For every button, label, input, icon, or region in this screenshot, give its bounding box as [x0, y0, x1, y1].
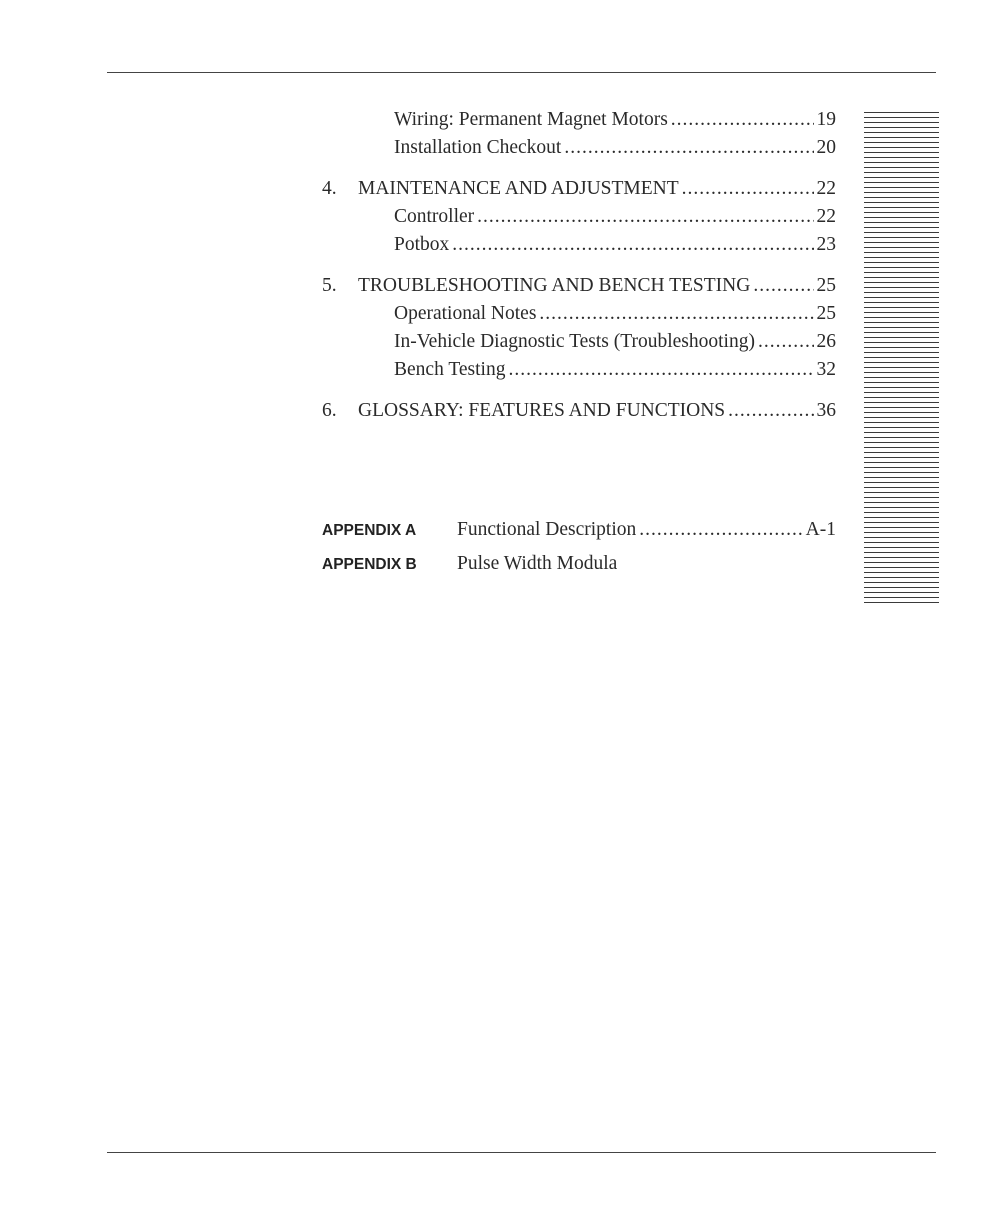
- toc-entry-wiring-pm-motors[interactable]: [322, 106, 836, 134]
- appendix-title: Functional Description: [457, 519, 637, 540]
- toc-entry-title: TROUBLESHOOTING AND BENCH TESTING: [358, 275, 751, 296]
- toc-entry-page: 19: [816, 109, 836, 130]
- toc-entry-title: MAINTENANCE AND ADJUSTMENT: [358, 178, 679, 199]
- chapter-number: 6.: [322, 400, 337, 421]
- dot-leader: [639, 519, 802, 541]
- toc-entry-title: Potbox: [394, 234, 450, 255]
- dot-leader: [539, 300, 813, 328]
- toc-entry-page: 23: [816, 234, 836, 255]
- toc-entry-title: Operational Notes: [394, 303, 537, 324]
- toc-entry-page: 26: [816, 331, 836, 352]
- dot-leader: [508, 356, 813, 384]
- toc-entry-title: In-Vehicle Diagnostic Tests (Troubleshooting): [394, 331, 755, 352]
- toc-entry-in-vehicle-diagnostic-tests[interactable]: [322, 328, 836, 356]
- toc-chapter-4[interactable]: [322, 175, 836, 203]
- toc-entry-title: Controller: [394, 206, 475, 227]
- toc-entry-page: 25: [816, 275, 836, 296]
- dot-leader: [477, 203, 813, 231]
- dot-leader: [758, 328, 814, 356]
- chapter-number: 4.: [322, 178, 337, 199]
- appendix-page: A-1: [805, 519, 836, 540]
- toc-entry-title: Installation Checkout: [394, 137, 562, 158]
- dot-leader: [452, 231, 813, 259]
- toc-entry-bench-testing[interactable]: [322, 356, 836, 384]
- toc-chapter-6[interactable]: [322, 397, 836, 425]
- toc-entry-page: 20: [816, 137, 836, 158]
- toc-entry-operational-notes[interactable]: [322, 300, 836, 328]
- dot-leader: [753, 272, 813, 300]
- appendix-label: APPENDIX B: [322, 556, 417, 573]
- dot-leader: [728, 397, 813, 425]
- toc-entry-page: 32: [816, 359, 836, 380]
- toc-entry-installation-checkout[interactable]: [322, 134, 836, 162]
- thumb-index-tabs: [864, 112, 939, 607]
- dot-leader: [682, 175, 814, 203]
- toc-entry-title: GLOSSARY: FEATURES AND FUNCTIONS: [358, 400, 726, 421]
- toc-entry-page: 22: [816, 206, 836, 227]
- toc-entry-title: Wiring: Permanent Magnet Motors: [394, 109, 668, 130]
- toc-entry-title: Bench Testing: [394, 359, 506, 380]
- toc-entry-page: 36: [816, 400, 836, 421]
- dot-leader: [671, 106, 814, 134]
- toc-entry-page: 25: [816, 303, 836, 324]
- appendix-label: APPENDIX A: [322, 522, 417, 539]
- toc-entry-page: 22: [816, 178, 836, 199]
- toc-appendix-a[interactable]: [322, 519, 836, 541]
- toc-entry-potbox[interactable]: [322, 231, 836, 259]
- toc-entry-controller[interactable]: [322, 203, 836, 231]
- appendix-title: Pulse Width Modula: [457, 553, 618, 574]
- chapter-number: 5.: [322, 275, 337, 296]
- header-rule: [107, 72, 936, 73]
- table-of-contents: [322, 106, 836, 425]
- toc-chapter-5[interactable]: [322, 272, 836, 300]
- footer-rule: [107, 1152, 936, 1153]
- toc-appendix-b[interactable]: [322, 553, 836, 575]
- dot-leader: [564, 134, 813, 162]
